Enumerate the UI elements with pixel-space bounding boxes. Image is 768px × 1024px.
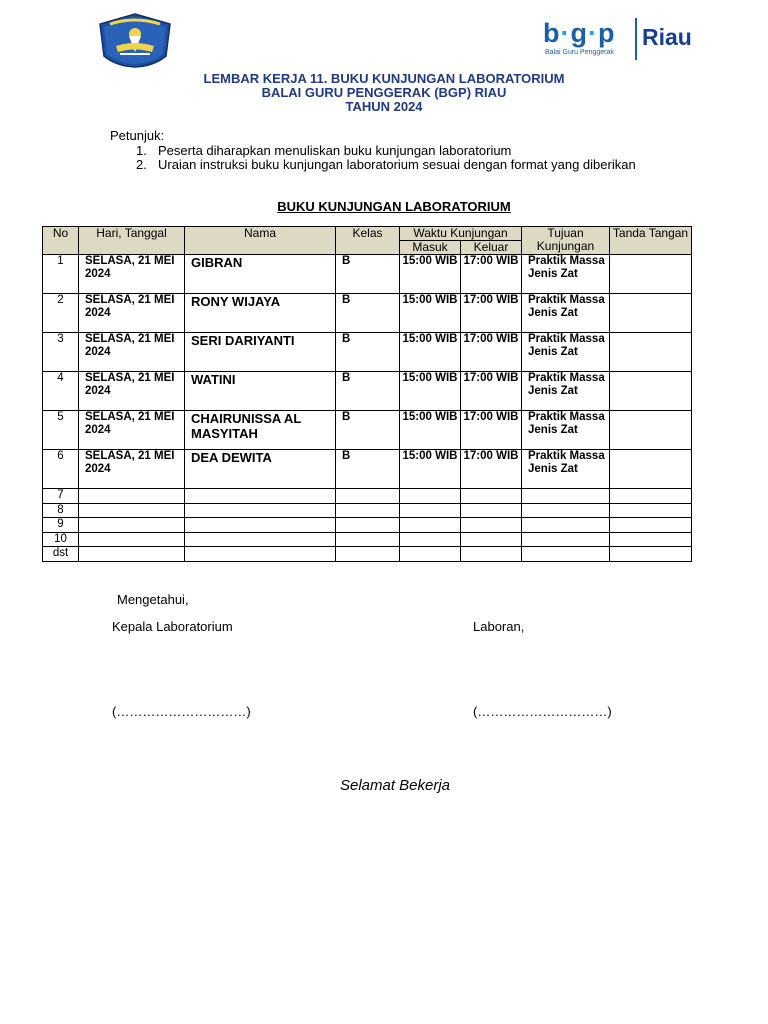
empty-cell xyxy=(336,489,400,504)
table-row xyxy=(43,411,692,450)
acknowledged-label: Mengetahui, xyxy=(117,592,189,607)
header-date: Hari, Tanggal xyxy=(79,227,185,255)
instruction-number: 1. xyxy=(136,143,147,158)
signature-cell xyxy=(610,372,692,411)
year-title: TAHUN 2024 xyxy=(345,99,423,114)
empty-cell xyxy=(610,518,692,533)
empty-cell xyxy=(185,532,336,547)
date-cell: SELASA, 21 MEI 2024 xyxy=(79,255,185,294)
instructions-heading: Petunjuk: xyxy=(110,128,165,143)
row-number-cell: 4 xyxy=(43,372,79,411)
class-cell: B xyxy=(336,372,400,411)
empty-cell xyxy=(400,547,461,562)
empty-cell xyxy=(522,532,610,547)
visit-log-table xyxy=(42,226,692,562)
empty-cell xyxy=(461,532,522,547)
row-number-cell: 10 xyxy=(43,532,79,547)
date-cell: SELASA, 21 MEI 2024 xyxy=(79,372,185,411)
empty-cell xyxy=(79,547,185,562)
row-number-cell: 3 xyxy=(43,333,79,372)
row-number-cell: 7 xyxy=(43,489,79,504)
table-row xyxy=(43,503,692,518)
name-cell: SERI DARIYANTI xyxy=(185,333,336,372)
row-number-cell: dst xyxy=(43,547,79,562)
empty-cell xyxy=(79,518,185,533)
laboran-signature-line: (…………………………) xyxy=(473,704,612,719)
purpose-cell: Praktik Massa Jenis Zat xyxy=(522,255,610,294)
empty-cell xyxy=(185,489,336,504)
time-in-cell: 15:00 WIB xyxy=(400,411,461,450)
time-out-cell: 17:00 WIB xyxy=(461,333,522,372)
empty-cell xyxy=(522,489,610,504)
row-number-cell: 5 xyxy=(43,411,79,450)
signature-cell xyxy=(610,255,692,294)
empty-cell xyxy=(185,547,336,562)
empty-cell xyxy=(522,518,610,533)
empty-cell xyxy=(336,532,400,547)
header-time-out: Keluar xyxy=(461,241,522,255)
table-row xyxy=(43,489,692,504)
bgp-tagline: Balai Guru Penggerak xyxy=(545,49,614,56)
empty-cell xyxy=(610,547,692,562)
purpose-cell: Praktik Massa Jenis Zat xyxy=(522,333,610,372)
header-signature: Tanda Tangan xyxy=(610,227,692,255)
empty-cell xyxy=(522,503,610,518)
time-in-cell: 15:00 WIB xyxy=(400,294,461,333)
empty-cell xyxy=(461,518,522,533)
empty-cell xyxy=(400,532,461,547)
name-cell: GIBRAN xyxy=(185,255,336,294)
empty-cell xyxy=(336,503,400,518)
table-row xyxy=(43,333,692,372)
empty-cell xyxy=(461,503,522,518)
empty-cell xyxy=(522,547,610,562)
table-row xyxy=(43,255,692,294)
time-in-cell: 15:00 WIB xyxy=(400,372,461,411)
time-in-cell: 15:00 WIB xyxy=(400,450,461,489)
table-row xyxy=(43,450,692,489)
table-row xyxy=(43,294,692,333)
class-cell: B xyxy=(336,411,400,450)
document-title: LEMBAR KERJA 11. BUKU KUNJUNGAN LABORATORIUM xyxy=(203,71,565,86)
table-row xyxy=(43,532,692,547)
time-out-cell: 17:00 WIB xyxy=(461,294,522,333)
bgp-brand-text: b·g·p xyxy=(543,18,616,48)
empty-cell xyxy=(336,547,400,562)
class-cell: B xyxy=(336,450,400,489)
time-out-cell: 17:00 WIB xyxy=(461,411,522,450)
empty-cell xyxy=(185,503,336,518)
empty-cell xyxy=(461,547,522,562)
empty-cell xyxy=(336,518,400,533)
table-row xyxy=(43,372,692,411)
header-purpose: Tujuan Kunjungan xyxy=(522,227,610,255)
empty-cell xyxy=(400,518,461,533)
class-cell: B xyxy=(336,255,400,294)
purpose-cell: Praktik Massa Jenis Zat xyxy=(522,372,610,411)
header-visit-time: Waktu Kunjungan xyxy=(400,227,522,241)
name-cell: DEA DEWITA xyxy=(185,450,336,489)
row-number-cell: 2 xyxy=(43,294,79,333)
instruction-text: Uraian instruksi buku kunjungan laboratorium sesuai dengan format yang diberikan xyxy=(158,157,636,172)
date-cell: SELASA, 21 MEI 2024 xyxy=(79,450,185,489)
empty-cell xyxy=(461,489,522,504)
empty-cell xyxy=(185,518,336,533)
table-row xyxy=(43,518,692,533)
name-cell: WATINI xyxy=(185,372,336,411)
empty-cell xyxy=(610,489,692,504)
signature-cell xyxy=(610,294,692,333)
signature-cell xyxy=(610,411,692,450)
bgp-region: Riau xyxy=(642,24,692,50)
header-time-in: Masuk xyxy=(400,241,461,255)
table-row xyxy=(43,547,692,562)
institution-title: BALAI GURU PENGGERAK (BGP) RIAU xyxy=(261,85,507,100)
name-cell: RONY WIJAYA xyxy=(185,294,336,333)
time-out-cell: 17:00 WIB xyxy=(461,372,522,411)
tut-wuri-handayani-logo-icon xyxy=(96,12,174,68)
closing-message: Selamat Bekerja xyxy=(339,777,451,794)
name-cell: CHAIRUNISSA AL MASYITAH xyxy=(185,411,336,450)
date-cell: SELASA, 21 MEI 2024 xyxy=(79,333,185,372)
row-number-cell: 6 xyxy=(43,450,79,489)
lab-head-signature-line: (…………………………) xyxy=(112,704,251,719)
date-cell: SELASA, 21 MEI 2024 xyxy=(79,294,185,333)
date-cell: SELASA, 21 MEI 2024 xyxy=(79,411,185,450)
row-number-cell: 9 xyxy=(43,518,79,533)
instruction-text: Peserta diharapkan menuliskan buku kunjungan laboratorium xyxy=(158,143,512,158)
empty-cell xyxy=(400,489,461,504)
time-in-cell: 15:00 WIB xyxy=(400,255,461,294)
class-cell: B xyxy=(336,294,400,333)
empty-cell xyxy=(79,503,185,518)
lab-head-role: Kepala Laboratorium xyxy=(112,619,233,634)
header-name: Nama xyxy=(185,227,336,255)
purpose-cell: Praktik Massa Jenis Zat xyxy=(522,294,610,333)
bgp-riau-logo xyxy=(543,18,718,60)
instruction-number: 2. xyxy=(136,157,147,172)
empty-cell xyxy=(400,503,461,518)
empty-cell xyxy=(610,503,692,518)
purpose-cell: Praktik Massa Jenis Zat xyxy=(522,450,610,489)
empty-cell xyxy=(610,532,692,547)
time-out-cell: 17:00 WIB xyxy=(461,255,522,294)
row-number-cell: 8 xyxy=(43,503,79,518)
logo-divider xyxy=(635,18,637,60)
empty-cell xyxy=(79,532,185,547)
row-number-cell: 1 xyxy=(43,255,79,294)
laboran-role: Laboran, xyxy=(473,619,525,634)
table-title: BUKU KUNJUNGAN LABORATORIUM xyxy=(277,199,511,214)
time-out-cell: 17:00 WIB xyxy=(461,450,522,489)
empty-cell xyxy=(79,489,185,504)
header-no: No xyxy=(43,227,79,255)
signature-cell xyxy=(610,450,692,489)
signature-cell xyxy=(610,333,692,372)
purpose-cell: Praktik Massa Jenis Zat xyxy=(522,411,610,450)
class-cell: B xyxy=(336,333,400,372)
header-class: Kelas xyxy=(336,227,400,255)
time-in-cell: 15:00 WIB xyxy=(400,333,461,372)
